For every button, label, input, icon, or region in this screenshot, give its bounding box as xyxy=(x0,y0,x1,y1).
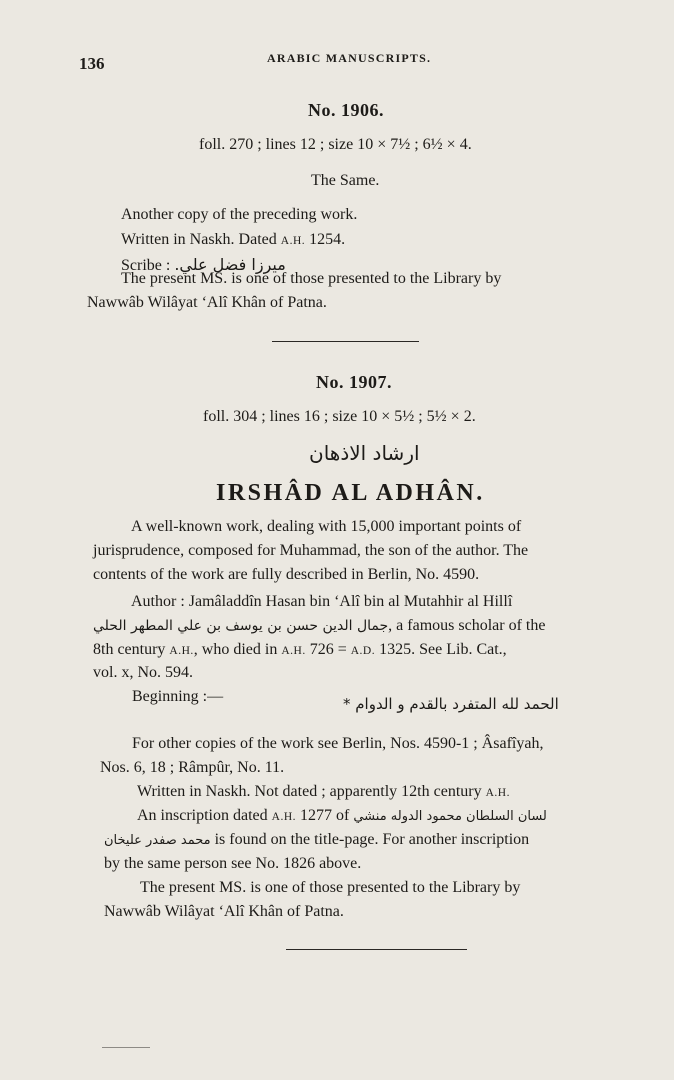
inscription-arabic-2: محمد صفدر عليخان xyxy=(104,833,211,848)
entry-1906-line-2: Written in Naskh. Dated A.H. 1254. xyxy=(121,231,346,248)
scribe-arabic: ميرزا فضل علي. xyxy=(174,255,286,274)
end-divider xyxy=(286,949,467,950)
para5-line-2: محمد صفدر عليخان is found on the title-page. For another inscription xyxy=(104,831,530,848)
entry-1906-title: The Same. xyxy=(311,172,380,189)
entry-1907-title: IRSHÂD AL ADHÂN. xyxy=(216,480,485,506)
para6-line-1: The present MS. is one of those presented to the Library by xyxy=(140,879,521,896)
para4-line: Written in Naskh. Not dated ; apparently 12th century A.H. xyxy=(137,783,510,800)
author-arabic: جمال الدين حسن بن يوسف بن علي المطهر الحلي xyxy=(93,618,389,634)
entry-1906-line-4: The present MS. is one of those presented to the Library by xyxy=(121,270,502,287)
para6-line-2: Nawwâb Wilâyat ‘Alî Khân of Patna. xyxy=(104,903,344,920)
para1-line-2: jurisprudence, composed for Muhammad, the son of the author. The xyxy=(93,542,529,559)
beginning-arabic: الحمد لله المتفرد بالقدم و الدوام * xyxy=(343,695,559,713)
entry-1906-physical: foll. 270 ; lines 12 ; size 10 × 7½ ; 6½ × 4. xyxy=(199,136,472,153)
entry-1906-line-1: Another copy of the preceding work. xyxy=(121,206,358,223)
para2-line-3: 8th century A.H., who died in A.H. 726 = A.D. 1325. See Lib. Cat., xyxy=(93,641,507,658)
entry-1907-physical: foll. 304 ; lines 16 ; size 10 × 5½ ; 5½ × 2. xyxy=(203,408,476,425)
para1-line-3: contents of the work are fully described in Berlin, No. 4590. xyxy=(93,566,480,583)
beginning-label: Beginning :— xyxy=(132,688,224,705)
entry-1907-arabic-title: ارشاد الاذهان xyxy=(309,441,420,465)
para2-line-2: جمال الدين حسن بن يوسف بن علي المطهر الحلي, a famous scholar of the xyxy=(93,617,546,634)
para3-line-2: Nos. 6, 18 ; Râmpûr, No. 11. xyxy=(100,759,285,776)
page-number: 136 xyxy=(79,54,105,73)
entry-1906-line-5: Nawwâb Wilâyat ‘Alî Khân of Patna. xyxy=(87,294,327,311)
para2-line-1: Author : Jamâladdîn Hasan bin ‘Alî bin al Mutahhir al Hillî xyxy=(131,593,513,610)
para3-line-1: For other copies of the work see Berlin, Nos. 4590-1 ; Âsafîyah, xyxy=(132,735,544,752)
entry-1906-number: No. 1906. xyxy=(308,100,384,120)
section-divider xyxy=(272,341,419,342)
para5-line-3: by the same person see No. 1826 above. xyxy=(104,855,362,872)
page-smudge xyxy=(102,1047,150,1048)
para1-line-1: A well-known work, dealing with 15,000 important points of xyxy=(131,518,522,535)
scribe-label: Scribe : xyxy=(121,257,171,274)
inscription-arabic-1: لسان السلطان محمود الدوله منشي xyxy=(353,809,547,824)
running-title: ARABIC MANUSCRIPTS. xyxy=(267,51,432,65)
para2-line-4: vol. x, No. 594. xyxy=(93,664,193,681)
para5-line-1: An inscription dated A.H. 1277 of لسان السلطان محمود الدوله منشي xyxy=(137,807,547,824)
entry-1907-number: No. 1907. xyxy=(316,372,392,392)
